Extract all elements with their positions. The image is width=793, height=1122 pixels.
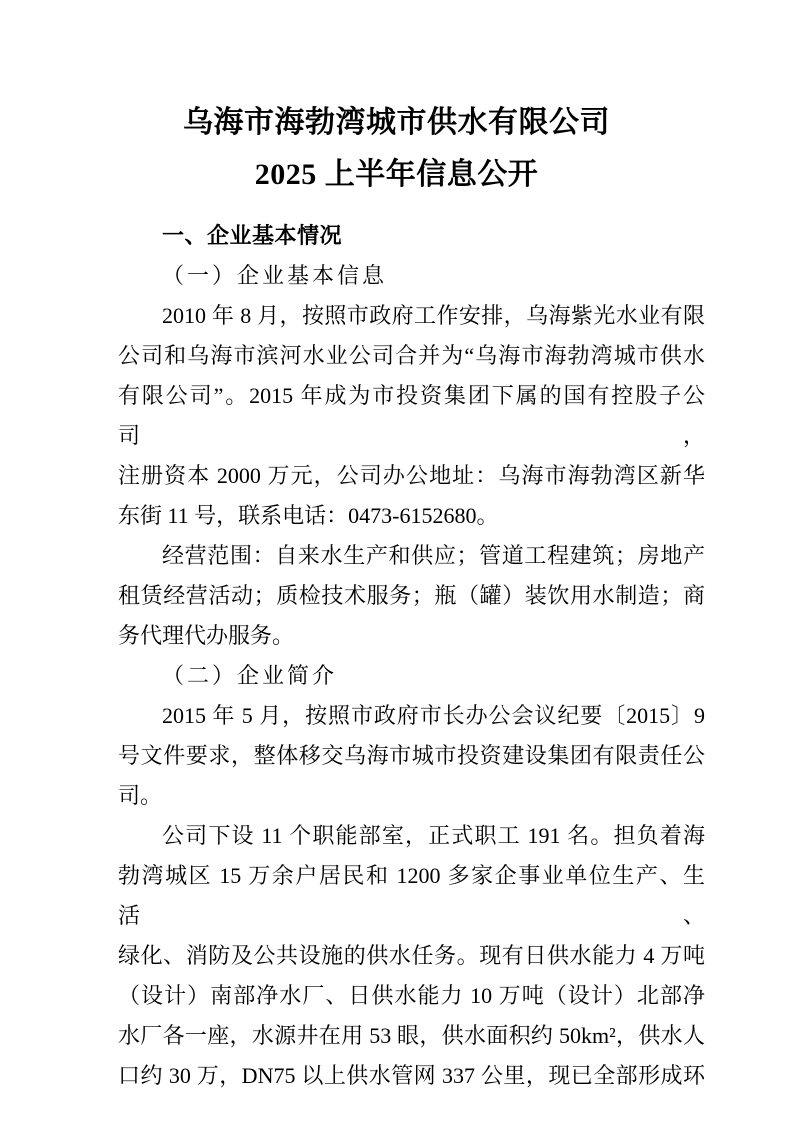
- text-line: 公司下设 11 个职能部室，正式职工 191 名。担负着海: [162, 823, 705, 848]
- text-line: 公司和乌海市滨河水业公司合并为“乌海市海勃湾城市供水: [118, 343, 705, 368]
- section-subheading: （二）企业简介: [162, 663, 338, 688]
- text-line: 东街 11 号，联系电话：0473-6152680。: [118, 503, 499, 528]
- document-title-line-1: 乌海市海勃湾城市供水有限公司: [183, 106, 610, 139]
- text-line: 2015 年 5 月，按照市政府市长办公会议纪要〔2015〕9: [162, 703, 705, 728]
- paragraph: [118, 696, 705, 816]
- text-line: 司。: [118, 783, 163, 808]
- document-title: [0, 97, 793, 201]
- text-line: 注册资本 2000 万元，公司办公地址：乌海市海勃湾区新华: [118, 463, 705, 488]
- text-line: 2010 年 8 月，按照市政府工作安排，乌海紫光水业有限: [162, 303, 705, 328]
- text-line: 勃湾城区 15 万余户居民和 1200 多家企事业单位生产、生活、: [118, 863, 705, 928]
- document-title-line-2: 2025 上半年信息公开: [254, 158, 539, 191]
- paragraph: [118, 296, 705, 536]
- text-line: 口约 30 万，DN75 以上供水管网 337 公里，现已全部形成环: [118, 1063, 705, 1088]
- text-line: 有限公司”。2015 年成为市投资集团下属的国有控股子公司，: [118, 383, 705, 448]
- text-line: （设计）南部净水厂、日供水能力 10 万吨（设计）北部净: [118, 983, 705, 1008]
- paragraph: [118, 536, 705, 656]
- text-line: 号文件要求，整体移交乌海市城市投资建设集团有限责任公: [118, 743, 705, 768]
- text-line: 租赁经营活动；质检技术服务；瓶（罐）装饮用水制造；商: [118, 583, 705, 608]
- text-line: 经营范围：自来水生产和供应；管道工程建筑；房地产: [162, 543, 705, 568]
- section-subheading: （一）企业基本信息: [162, 263, 388, 288]
- text-line: 水厂各一座，水源井在用 53 眼，供水面积约 50km²，供水人: [118, 1023, 705, 1048]
- paragraph: [118, 816, 705, 1096]
- document-body: [118, 216, 705, 1096]
- document-content: [0, 97, 793, 1096]
- section-heading: 一、企业基本情况: [162, 223, 343, 248]
- text-line: 务代理代办服务。: [118, 623, 295, 648]
- text-line: 绿化、消防及公共设施的供水任务。现有日供水能力 4 万吨: [118, 943, 705, 968]
